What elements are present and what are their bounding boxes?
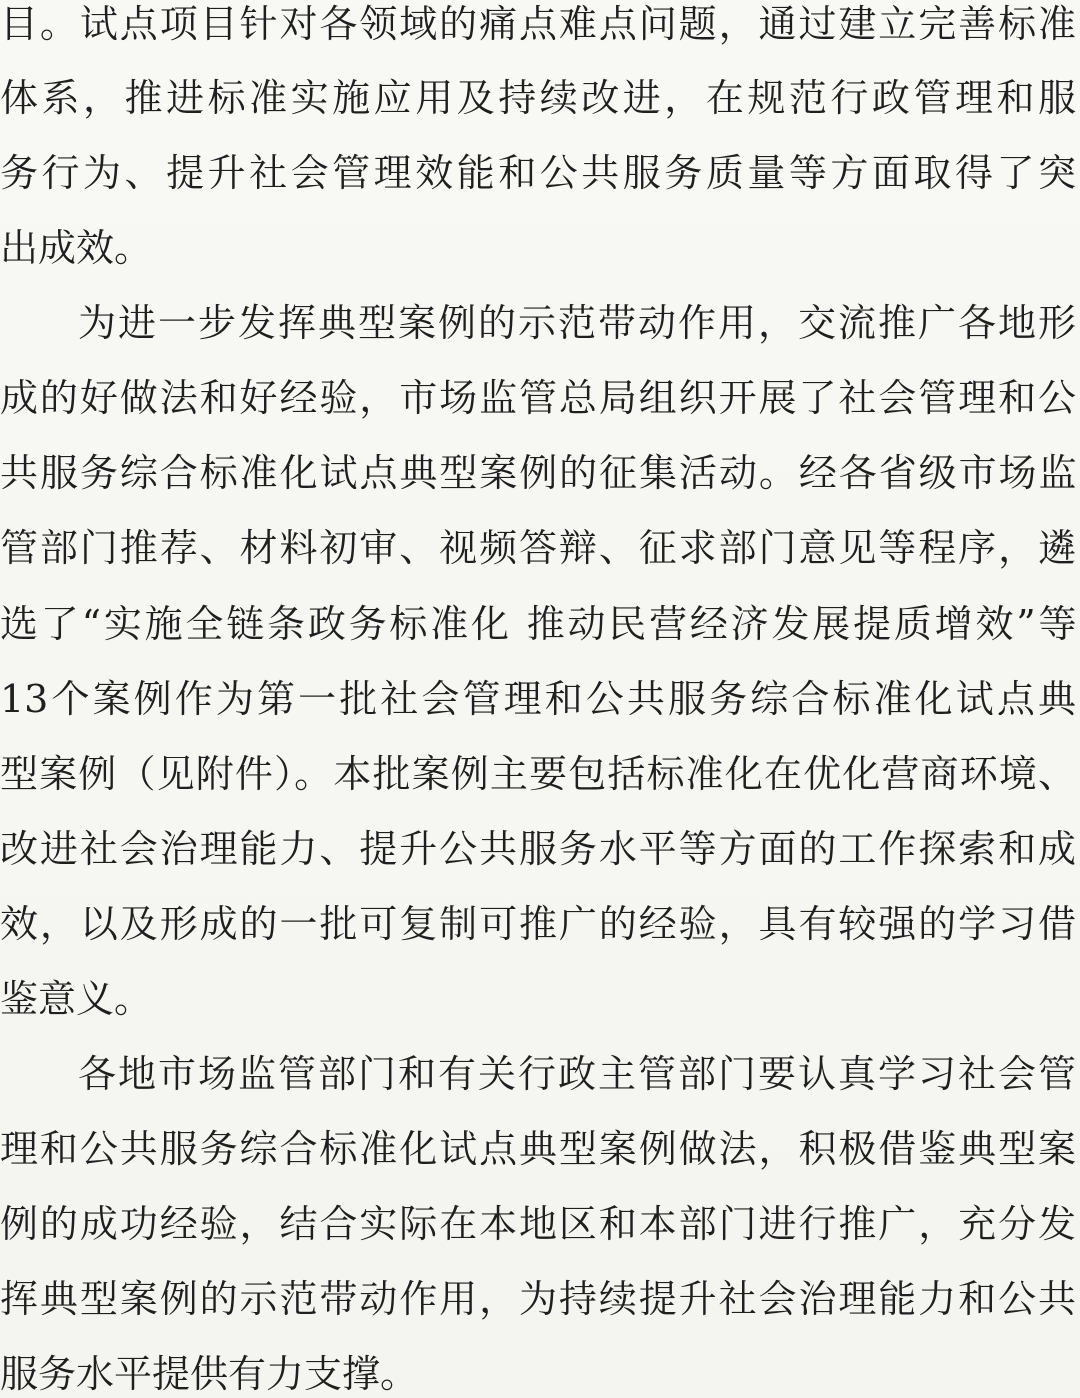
text-line-17: 例的成功经验，结合实际在本地区和本部门进行推广，充分发	[0, 1202, 1076, 1246]
text-line-11: 型案例（见附件）。本批案例主要包括标准化在优化营商环境、	[0, 752, 1076, 796]
text-line-1: 目。试点项目针对各领域的痛点难点问题，通过建立完善标准	[0, 2, 1076, 46]
text-line-16: 理和公共服务综合标准化试点典型案例做法，积极借鉴典型案	[0, 1127, 1076, 1171]
text-line-4: 出成效。	[0, 226, 153, 270]
text-line-12: 改进社会治理能力、提升公共服务水平等方面的工作探索和成	[0, 827, 1076, 871]
text-line-6: 成的好做法和好经验，市场监管总局组织开展了社会管理和公	[0, 376, 1076, 420]
text-line-5: 为进一步发挥典型案例的示范带动作用，交流推广各地形	[78, 301, 1076, 345]
text-line-2: 体系，推进标准实施应用及持续改进，在规范行政管理和服	[0, 76, 1076, 120]
text-line-8: 管部门推荐、材料初审、视频答辩、征求部门意见等程序，遴	[0, 526, 1076, 570]
text-line-18: 挥典型案例的示范带动作用，为持续提升社会治理能力和公共	[0, 1277, 1076, 1321]
text-line-9: 选了“实施全链条政务标准化 推动民营经济发展提质增效”等	[0, 602, 1076, 646]
text-line-10: 13个案例作为第一批社会管理和公共服务综合标准化试点典	[0, 677, 1076, 721]
text-line-3: 务行为、提升社会管理效能和公共服务质量等方面取得了突	[0, 151, 1076, 195]
text-line-13: 效，以及形成的一批可复制可推广的经验，具有较强的学习借	[0, 902, 1076, 946]
text-line-14: 鉴意义。	[0, 977, 153, 1021]
text-line-19: 服务水平提供有力支撑。	[0, 1352, 419, 1396]
text-line-15: 各地市场监管部门和有关行政主管部门要认真学习社会管	[78, 1052, 1076, 1096]
text-line-7: 共服务综合标准化试点典型案例的征集活动。经各省级市场监	[0, 451, 1076, 495]
